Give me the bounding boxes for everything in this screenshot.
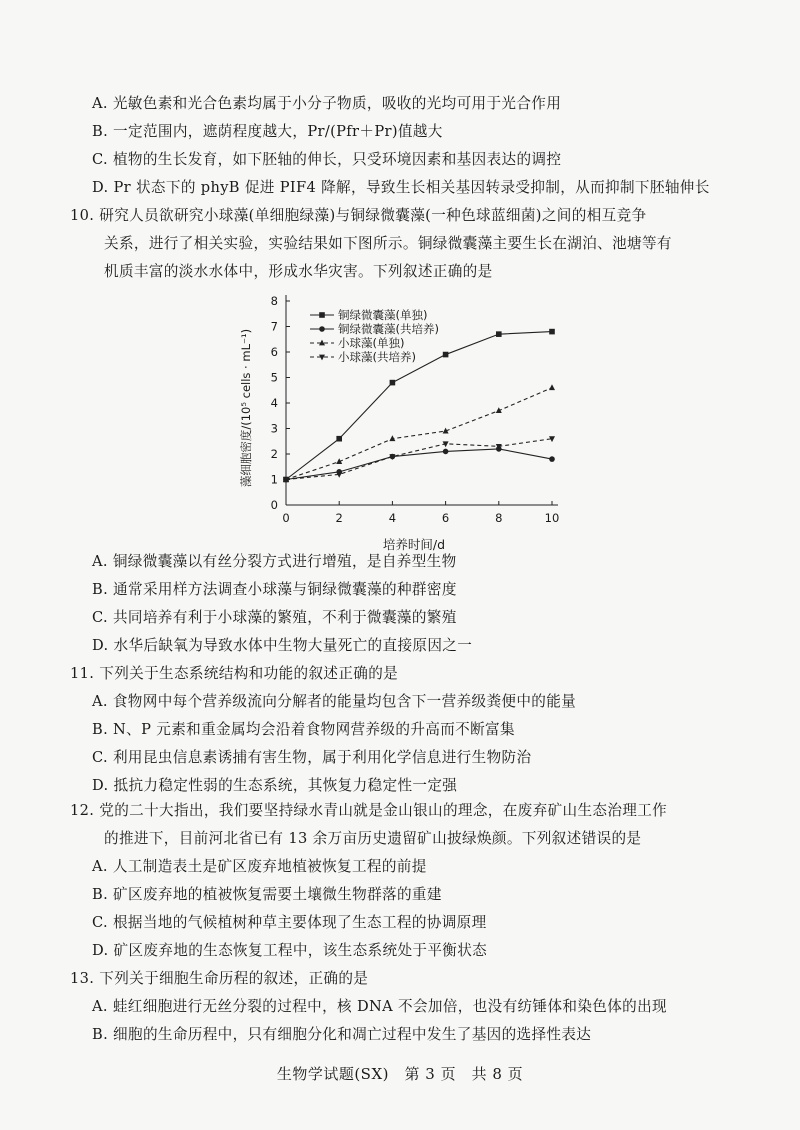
legend-label: 小球藻(单独) — [338, 336, 405, 350]
data-point — [443, 449, 449, 455]
chart-markers — [283, 329, 555, 483]
data-point — [390, 380, 396, 386]
growth-chart — [236, 293, 566, 555]
q13-option-a: A. 蛙红细胞进行无丝分裂的过程中，核 DNA 不会加倍，也没有纺锤体和染色体的出现 — [92, 998, 667, 1015]
q10-stem-line-3: 机质丰富的淡水水体中，形成水华灾害。下列叙述正确的是 — [104, 263, 493, 280]
y-tick-label: 6 — [270, 345, 278, 359]
legend-label: 小球藻(共培养) — [338, 350, 416, 364]
data-point — [496, 331, 502, 337]
q12-option-b: B. 矿区废弃地的植被恢复需要土壤微生物群落的重建 — [92, 886, 442, 903]
y-tick-label: 2 — [270, 447, 278, 461]
legend-label: 铜绿微囊藻(共培养) — [338, 322, 439, 336]
y-tick-label: 3 — [270, 421, 278, 436]
legend-label: 铜绿微囊藻(单独) — [338, 308, 428, 322]
x-tick-label: 6 — [441, 511, 450, 525]
q13-option-b: B. 细胞的生命历程中，只有细胞分化和凋亡过程中发生了基因的选择性表达 — [92, 1026, 592, 1043]
q11-option-a: A. 食物网中每个营养级流向分解者的能量均包含下一营养级粪便中的能量 — [92, 693, 577, 710]
legend-marker — [319, 312, 325, 318]
q9-option-b: B. 一定范围内，遮荫程度越大，Pr/(Pfr＋Pr)值越大 — [92, 123, 443, 140]
q11-option-d: D. 抵抗力稳定性弱的生态系统，其恢复力稳定性一定强 — [92, 777, 458, 794]
q10-option-a: A. 铜绿微囊藻以有丝分裂方式进行增殖，是自养型生物 — [92, 553, 457, 570]
legend-marker — [319, 326, 325, 332]
q10-option-d: D. 水华后缺氧为导致水体中生物大量死亡的直接原因之一 — [92, 637, 473, 654]
q9-option-c: C. 植物的生长发育，如下胚轴的伸长，只受环境因素和基因表达的调控 — [92, 151, 562, 168]
x-tick-label: 8 — [495, 511, 503, 525]
y-tick-label: 7 — [270, 319, 278, 334]
series-line-1 — [286, 332, 552, 480]
q10-stem-line-2: 关系，进行了相关实验，实验结果如下图所示。铜绿微囊藻主要生长在湖泊、池塘等有 — [104, 235, 672, 252]
data-point — [336, 436, 342, 442]
chart-y-label: 藻细胞密度/(10⁵ cells · mL⁻¹) — [239, 328, 253, 488]
q9-option-a: A. 光敏色素和光合色素均属于小分子物质，吸收的光均可用于光合作用 — [92, 95, 562, 112]
data-point — [389, 435, 395, 441]
page-footer: 生物学试题(SX) 第 3 页 共 8 页 — [276, 1065, 524, 1083]
x-tick-label: 4 — [388, 511, 397, 525]
y-tick-label: 0 — [270, 498, 278, 512]
q10-option-c: C. 共同培养有利于小球藻的繁殖，不利于微囊藻的繁殖 — [92, 609, 457, 626]
series-line-2 — [286, 449, 552, 480]
chart-legend — [310, 308, 439, 364]
q12-stem-line-2: 的推进下，目前河北省已有 13 余万亩历史遗留矿山披绿焕颜。下列叙述错误的是 — [104, 830, 642, 847]
y-tick-label: 8 — [270, 294, 278, 308]
x-tick-label: 2 — [335, 511, 343, 525]
q13-stem: 13. 下列关于细胞生命历程的叙述，正确的是 — [70, 970, 369, 987]
data-point — [549, 384, 555, 390]
q12-stem-line-1: 12. 党的二十大指出，我们要坚持绿水青山就是金山银山的理念，在废弃矿山生态治理工作 — [70, 802, 668, 819]
q12-option-c: C. 根据当地的气候植树种草主要体现了生态工程的协调原理 — [92, 914, 487, 931]
q12-option-a: A. 人工制造表土是矿区废弃地植被恢复工程的前提 — [92, 858, 427, 875]
q11-stem: 11. 下列关于生态系统结构和功能的叙述正确的是 — [70, 665, 399, 682]
data-point — [549, 456, 555, 462]
q11-option-b: B. N、P 元素和重金属均会沿着食物网营养级的升高而不断富集 — [92, 721, 515, 738]
q10-stem-line-1: 10. 研究人员欲研究小球藻(单细胞绿藻)与铜绿微囊藻(一种色球蓝细菌)之间的相互竞争 — [70, 207, 647, 224]
chart-lines — [286, 332, 552, 480]
chart-x-label: 培养时间/d — [382, 537, 446, 552]
x-tick-label: 10 — [544, 511, 560, 525]
q12-option-d: D. 矿区废弃地的生态恢复工程中，该生态系统处于平衡状态 — [92, 942, 488, 959]
q9-option-d: D. Pr 状态下的 phyB 促进 PIF4 降解，导致生长相关基因转录受抑制，从而抑制下胚轴伸长 — [92, 179, 710, 196]
data-point — [549, 329, 555, 335]
series-line-3 — [286, 388, 552, 480]
x-tick-label: 0 — [282, 511, 290, 525]
data-point — [443, 352, 449, 358]
y-tick-label: 4 — [270, 396, 278, 410]
y-tick-label: 5 — [270, 370, 278, 385]
q11-option-c: C. 利用昆虫信息素诱捕有害生物，属于利用化学信息进行生物防治 — [92, 749, 532, 766]
q10-option-b: B. 通常采用样方法调查小球藻与铜绿微囊藻的种群密度 — [92, 581, 457, 598]
y-tick-label: 1 — [270, 472, 278, 487]
